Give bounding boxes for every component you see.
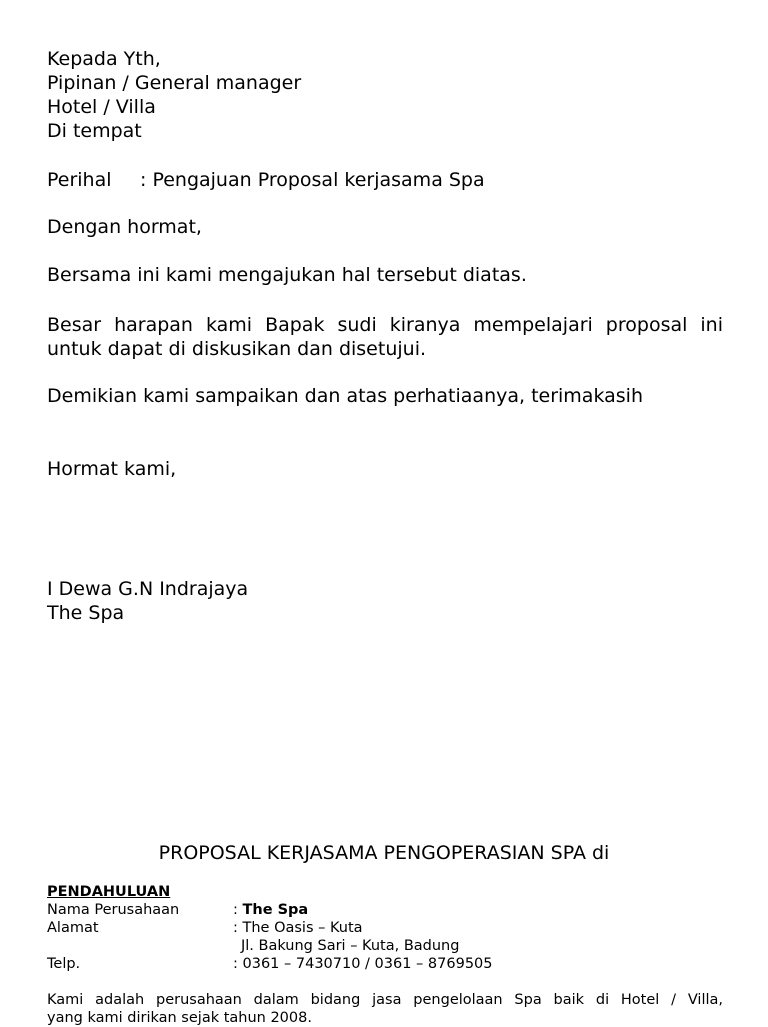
subject-value: : Pengajuan Proposal kerjasama Spa — [140, 169, 485, 191]
signatory-company: The Spa — [47, 602, 125, 624]
address-label: Alamat — [47, 920, 99, 936]
paragraph-2-line-2: untuk dapat di diskusikan dan disetujui. — [47, 338, 427, 360]
intro-line-1: Kami adalah perusahaan dalam bidang jasa pengelolaan Spa baik di Hotel / Villa, — [47, 992, 723, 1008]
proposal-title: PROPOSAL KERJASAMA PENGOPERASIAN SPA di — [158, 842, 610, 864]
recipient-line-1: Kepada Yth, — [47, 48, 161, 70]
recipient-line-3: Hotel / Villa — [47, 96, 156, 118]
paragraph-1: Bersama ini kami mengajukan hal tersebut diatas. — [47, 264, 527, 286]
subject-line — [47, 168, 485, 192]
greeting: Dengan hormat, — [47, 216, 202, 238]
signatory-name: I Dewa G.N Indrajaya — [47, 578, 249, 600]
company-label: Nama Perusahaan — [47, 902, 180, 918]
paragraph-2 — [47, 313, 723, 361]
recipient-line-4: Di tempat — [47, 120, 142, 142]
closing: Hormat kami, — [47, 458, 177, 480]
company-separator: : — [233, 902, 243, 918]
phone-label: Telp. — [47, 956, 81, 972]
company-value: The Spa — [242, 902, 309, 918]
paragraph-3: Demikian kami sampaikan dan atas perhatiaanya, terimakasih — [47, 385, 643, 407]
phone-value: : 0361 – 7430710 / 0361 – 8769505 — [233, 956, 493, 972]
section-heading: PENDAHULUAN — [47, 884, 171, 900]
address-value-2: Jl. Bakung Sari – Kuta, Badung — [241, 938, 460, 954]
subject-label: Perihal — [47, 169, 112, 191]
intro-paragraph — [47, 991, 723, 1027]
intro-line-2: yang kami dirikan sejak tahun 2008. — [47, 1010, 312, 1026]
company-value-row — [233, 901, 308, 919]
paragraph-2-line-1: Besar harapan kami Bapak sudi kiranya mempelajari proposal ini — [47, 314, 723, 336]
recipient-line-2: Pipinan / General manager — [47, 72, 302, 94]
address-value-1: : The Oasis – Kuta — [233, 920, 363, 936]
